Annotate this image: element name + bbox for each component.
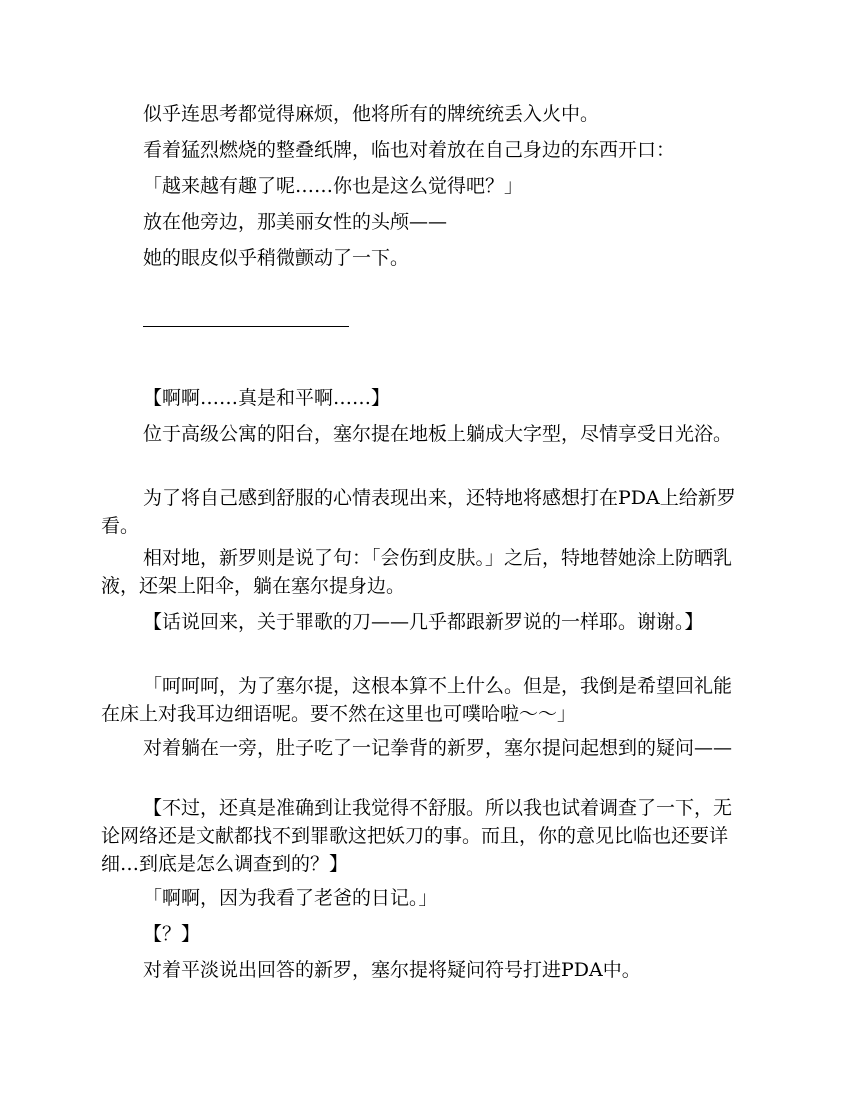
- paragraph: 【？】: [143, 923, 201, 945]
- paragraph: 位于高级公寓的阳台，塞尔提在地板上躺成大字型，尽情享受日光浴。: [143, 423, 733, 445]
- paragraph: 「啊啊，因为我看了老爸的日记。」: [143, 887, 438, 909]
- paragraph: 对着平淡说出回答的新罗，塞尔提将疑问符号打进PDA中。: [143, 959, 641, 981]
- paragraph: 似乎连思考都觉得麻烦，他将所有的牌统统丢入火中。: [143, 103, 600, 125]
- paragraph: 「越来越有趣了呢……你也是这么觉得吧？」: [143, 175, 524, 197]
- paragraph: 为了将自己感到舒服的心情表现出来，还特地将感想打在PDA上给新罗看。: [101, 487, 736, 537]
- paragraph: 相对地，新罗则是说了句：「会伤到皮肤。」之后，特地替她涂上防晒乳液，还架上阳伞，躺在塞尔提身边。: [101, 547, 733, 597]
- paragraph: 【话说回来，关于罪歌的刀——几乎都跟新罗说的一样耶。谢谢。】: [143, 611, 704, 633]
- paragraph: 对着躺在一旁，肚子吃了一记拳背的新罗，塞尔提问起想到的疑问——: [143, 737, 733, 759]
- section-divider: [143, 326, 349, 327]
- paragraph: 看着猛烈燃烧的整叠纸牌，临也对着放在自己身边的东西开口：: [143, 139, 676, 161]
- paragraph: 「呵呵呵，为了塞尔提，这根本算不上什么。但是，我倒是希望回礼能在床上对我耳边细语呢。要不然在这里也可噗哈啦～～」: [101, 675, 733, 725]
- paragraph: 放在他旁边，那美丽女性的头颅——: [143, 211, 448, 233]
- paragraph: 【不过，还真是准确到让我觉得不舒服。所以我也试着调查了一下，无论网络还是文献都找不到罪歌这把妖刀的事。而且，你的意见比临也还要详细…到底是怎么调查到的？】: [101, 797, 733, 875]
- paragraph: 她的眼皮似乎稍微颤动了一下。: [143, 247, 410, 269]
- paragraph: 【啊啊……真是和平啊……】: [143, 387, 391, 409]
